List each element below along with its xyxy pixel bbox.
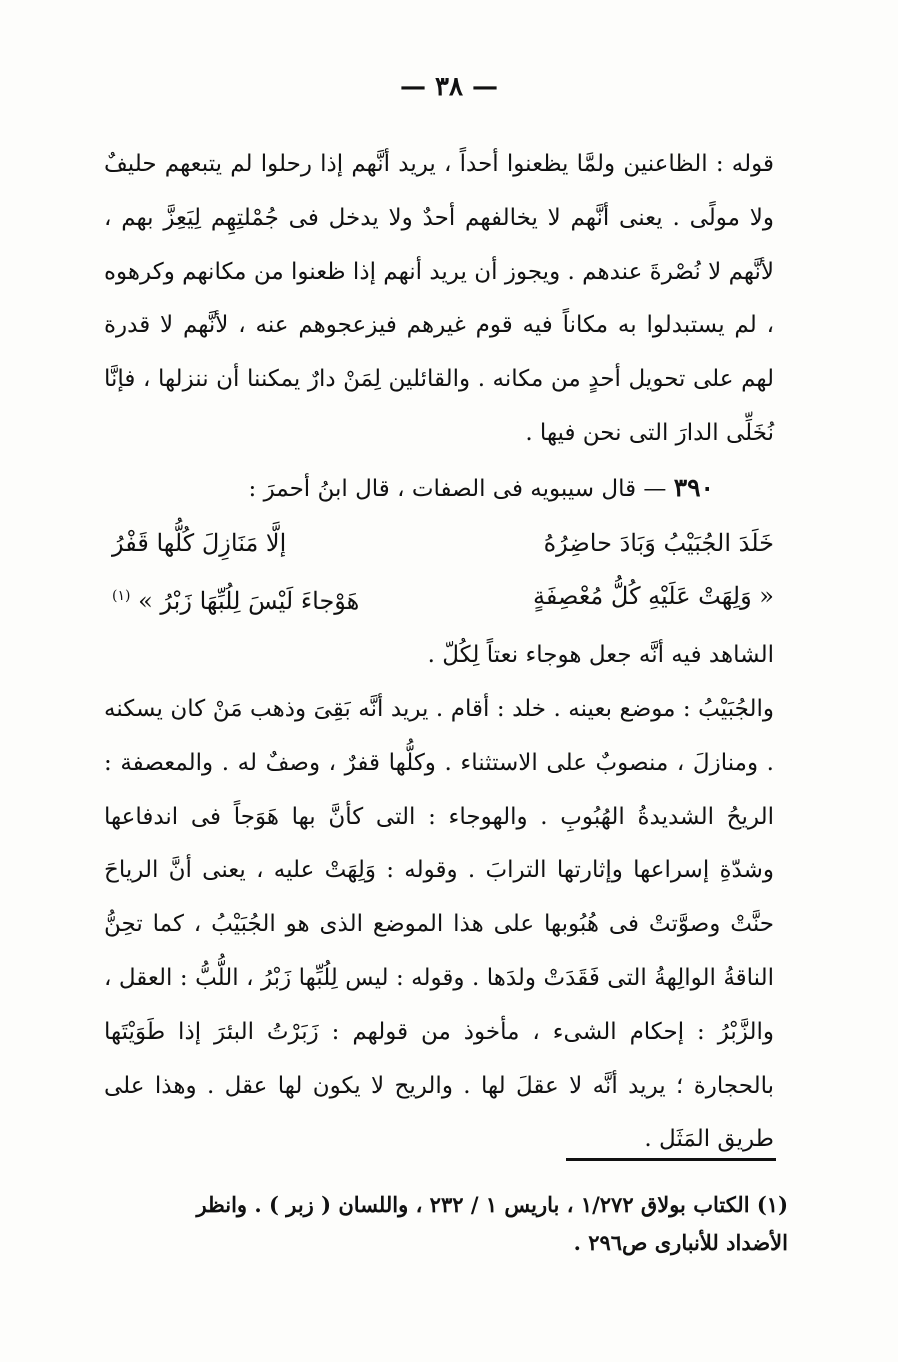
verse-line-1: [104, 517, 774, 571]
verse-attribution: قال سيبويه فى الصفات ، قال ابنُ أحمرَ :: [248, 475, 637, 502]
verse-introduction: [104, 461, 774, 517]
footnote-line-1: (١) الكتاب بولاق ١/٢٧٢ ، باريس ١ / ٢٣٢ ، واللسان ( زبر ) . وانظر: [196, 1192, 788, 1217]
verse-line-2-second-hemistich: [112, 570, 359, 629]
paragraph-evidence: الشاهد فيه أنَّه جعل هوجاء نعتاً لِكُلّ .: [427, 642, 774, 669]
footnote: [108, 1186, 788, 1262]
paragraph-glossary: والجُبَيْبُ : موضع بعينه . خلد : أقام . يريد أنَّه بَقِىَ وذهب مَنْ كان يسكنه . ومنازلَ ، منصوبٌ على الاستثناء . وكلُّها قفرٌ ، وصفٌ له . والمعصفة : الريحُ الشديدةُ الهُبُوبِ . والهوجاء : التى كأنَّ بها هَوَجاً فى اندفاعها وشدّةِ إسراعها وإثارتها الترابَ . وقوله : وَلِهَتْ عليه ، يعنى أنَّ الرياحَ حنَّتْ وصوَّتتْ فى هُبُوبها على هذا الموضع الذى هو الجُبَيْبُ ، كما تحِنُّ الناقةُ الوالِهةُ التى فَقَدَتْ ولدَها . وقوله : ليس لِلُبِّها زَبْرُ ، اللُّبُّ : العقل ، والزَّبْرُ : إحكام الشىء ، مأخوذ من قولهم : زَبَرْتُ البئرَ إذا طَوَيْتَها بالحجارة ؛ يريد أنَّه لا عقلَ لها . والريح لا يكون لها عقل . وهذا على طريق المَثَل .: [104, 695, 774, 1153]
footnote-line-2: الأضداد للأنبارى ص٢٩٦ .: [573, 1230, 788, 1255]
verse-line-2-second-text: هَوْجاءَ لَيْسَ لِلُبِّهَا زَبْرُ »: [138, 587, 360, 616]
verse-line-1-second-hemistich: إلَّا مَنَازِلَ كُلُّها قَفْرُ: [112, 528, 287, 557]
page-number: — ٣٨ —: [399, 72, 499, 102]
verse-line-1-first-hemistich: خَلَدَ الجُبَيْبُ وَبَادَ حاضِرُهُ: [543, 528, 774, 557]
verse-line-2-first-hemistich: « وَلِهَتْ عَلَيْهِ كُلُّ مُعْصِفَةٍ: [533, 582, 774, 611]
footnote-divider: [566, 1158, 776, 1161]
verse-line-2: [104, 570, 774, 629]
entry-dash: —: [636, 475, 674, 502]
paragraph-commentary: قوله : الظاعنين ولمَّا يظعنوا أحداً ، يريد أنَّهم إذا رحلوا لم يتبعهم حليفٌ ولا مولًى . يعنى أنَّهم لا يخالفهم أحدٌ ولا يدخل فى جُمْلتِهِم لِيَعِزَّ بهم ، لأنَّهم لا نُصْرةَ عندهم . ويجوز أن يريد أنهم إذا ظعنوا من مكانهم وكرهوه ، لم يستبدلوا به مكاناً فيه قوم غيرهم فيزعجوهم عنه ، لأنَّهم لا قدرة لهم على تحويل أحدٍ من مكانه . والقائلين لِمَنْ دارٌ يمكننا أن ننزلها ، فإنَّا نُخَلِّى الدارَ التى نحن فيها .: [104, 151, 774, 446]
footnote-marker: (١): [112, 588, 131, 605]
poem-verse: [104, 517, 774, 630]
main-text: [104, 138, 774, 1167]
entry-number: ٣٩٠: [673, 472, 714, 502]
